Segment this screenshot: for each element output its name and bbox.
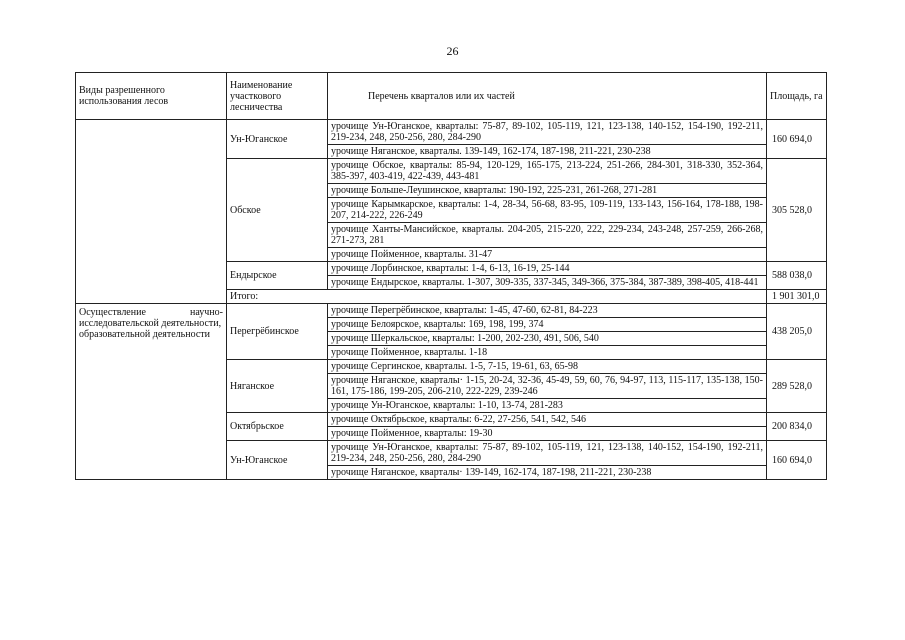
quarters-cell: урочище Октябрьское, кварталы: 6-22, 27-256, 541, 542, 546: [328, 413, 767, 427]
table-row: [76, 120, 827, 145]
header-area: Площадь, га: [767, 73, 827, 120]
forest-use-table: [75, 72, 827, 480]
header-use-types: Виды разрешенного использования лесов: [76, 73, 227, 120]
area-cell: 438 205,0: [767, 304, 827, 360]
table-header-row: [76, 73, 827, 120]
forestry-name: Няганское: [227, 360, 328, 413]
table-row: [76, 304, 827, 318]
area-cell: 289 528,0: [767, 360, 827, 413]
quarters-cell: урочище Пойменное, кварталы. 31-47: [328, 248, 767, 262]
forestry-name: Октябрьское: [227, 413, 328, 441]
forestry-name: Ендырское: [227, 262, 328, 290]
forestry-name: Перегрёбинское: [227, 304, 328, 360]
quarters-cell: урочище Перегрёбинское, кварталы: 1-45, 47-60, 62-81, 84-223: [328, 304, 767, 318]
section1-use-type-cell: [76, 120, 227, 304]
page-number: 26: [446, 44, 459, 58]
quarters-cell: урочище Пойменное, кварталы: 19-30: [328, 427, 767, 441]
quarters-cell: урочище Ендырское, кварталы. 1-307, 309-335, 337-345, 349-366, 375-384, 387-389, 398-405, 418-441: [328, 276, 767, 290]
quarters-cell: урочище Белоярское, кварталы: 169, 198, 199, 374: [328, 318, 767, 332]
area-cell: 588 038,0: [767, 262, 827, 290]
forestry-name: Обское: [227, 159, 328, 262]
quarters-cell: урочище Карымкарское, кварталы: 1-4, 28-34, 56-68, 83-95, 109-119, 133-143, 156-164, 178-188, 198-207, 214-222, 226-249: [328, 198, 767, 223]
area-cell: 160 694,0: [767, 120, 827, 159]
area-cell: 200 834,0: [767, 413, 827, 441]
area-cell: 160 694,0: [767, 441, 827, 480]
quarters-cell: урочище Няганское, кварталы· 139-149, 162-174, 187-198, 211-221, 230-238: [328, 466, 767, 480]
quarters-cell: урочище Лорбинское, кварталы: 1-4, 6-13, 16-19, 25-144: [328, 262, 767, 276]
quarters-cell: урочище Обское, кварталы: 85-94, 120-129, 165-175, 213-224, 251-266, 284-301, 318-330, 352-364, 385-397, 403-419, 422-439, 443-481: [328, 159, 767, 184]
quarters-cell: урочище Шеркальское, кварталы: 1-200, 202-230, 491, 506, 540: [328, 332, 767, 346]
section2-use-type-rest: исследовательской деятельности, образовательной деятельности: [79, 318, 222, 340]
header-forestry: Наименование участкового лесничества: [227, 73, 328, 120]
quarters-cell: урочище Пойменное, кварталы. 1-18: [328, 346, 767, 360]
quarters-cell: урочище Ун-Юганское, кварталы: 75-87, 89-102, 105-119, 121, 123-138, 140-152, 154-190, 192-211, 219-234, 248, 250-256, 280, 284-290: [328, 120, 767, 145]
quarters-cell: урочище Ханты-Мансийское, кварталы. 204-205, 215-220, 222, 229-234, 243-248, 257-259, 266-268, 271-273, 281: [328, 223, 767, 248]
forestry-name: Ун-Юганское: [227, 120, 328, 159]
section2-use-type-cell: [76, 304, 227, 480]
total-label: Итого:: [227, 290, 767, 304]
quarters-cell: урочище Ун-Юганское, кварталы: 75-87, 89-102, 105-119, 121, 123-138, 140-152, 154-190, 192-211, 219-234, 248, 250-256, 280, 284-290: [328, 441, 767, 466]
section2-use-type-first-line: Осуществление научно-: [79, 307, 223, 318]
forestry-name: Ун-Юганское: [227, 441, 328, 480]
quarters-cell: урочище Няганское, кварталы· 1-15, 20-24, 32-36, 45-49, 59, 60, 76, 94-97, 113, 115-117, 135-138, 150-161, 175-186, 199-205, 206-210, 222-229, 239-246: [328, 374, 767, 399]
quarters-cell: урочище Сергинское, кварталы. 1-5, 7-15, 19-61, 63, 65-98: [328, 360, 767, 374]
quarters-cell: урочище Ун-Юганское, кварталы: 1-10, 13-74, 281-283: [328, 399, 767, 413]
quarters-cell: урочище Больше-Леушинское, кварталы: 190-192, 225-231, 261-268, 271-281: [328, 184, 767, 198]
header-quarters: Перечень кварталов или их частей: [328, 73, 767, 120]
total-value: 1 901 301,0: [767, 290, 827, 304]
area-cell: 305 528,0: [767, 159, 827, 262]
quarters-cell: урочище Няганское, кварталы. 139-149, 162-174, 187-198, 211-221, 230-238: [328, 145, 767, 159]
